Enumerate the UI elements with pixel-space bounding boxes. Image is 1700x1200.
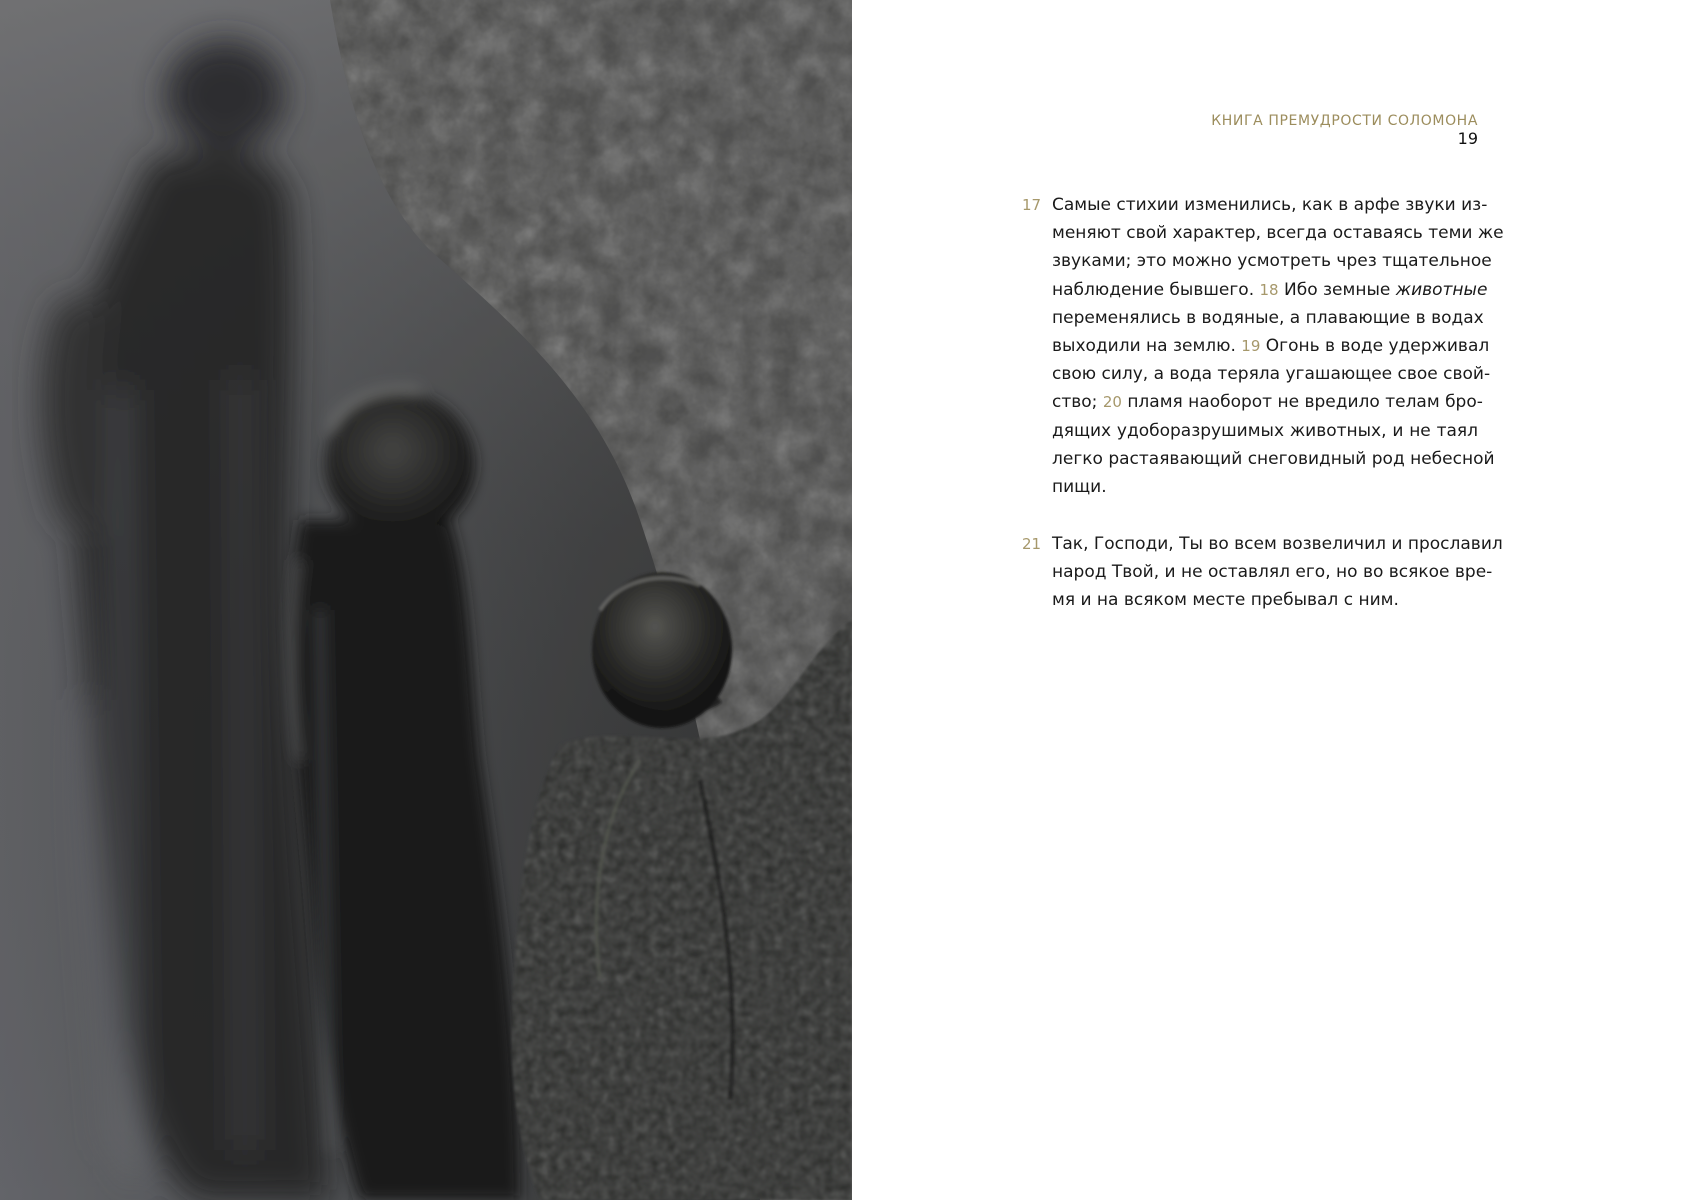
text-line: пищи.: [1052, 477, 1107, 498]
verse-number-19: 19: [1241, 337, 1261, 356]
italic-word: животные: [1395, 279, 1488, 300]
paragraph-2: [1022, 530, 1503, 615]
text-fragment: наблюдение бывшего.: [1052, 279, 1255, 300]
text-line-with-verse-18: [1052, 276, 1488, 304]
text-line: мя и на всяком месте пребывал с ним.: [1052, 590, 1399, 611]
text-line-with-verse-20: [1052, 388, 1483, 416]
verses-17-20: [1022, 191, 1504, 501]
book-title: КНИГА ПРЕМУДРОСТИ СОЛОМОНА: [1211, 113, 1478, 129]
text-line: переменялись в водяные, а плавающие в водах: [1052, 307, 1484, 328]
verse-number-18: 18: [1259, 280, 1279, 299]
verse-number-21: 21: [1022, 535, 1042, 553]
verse-number-20: 20: [1102, 393, 1122, 412]
text-fragment: ство;: [1052, 392, 1098, 413]
text-fragment: пламя наоборот не вредило телам бро-: [1127, 392, 1483, 413]
verse-21: [1022, 530, 1503, 615]
text-line: звуками; это можно усмотреть чрез тщательное: [1052, 251, 1492, 272]
text-line: легко растаявающий снеговидный род небесной: [1052, 448, 1495, 469]
page-number: 19: [1457, 129, 1478, 148]
paragraph-1: [1022, 191, 1504, 501]
text-fragment: Ибо земные: [1284, 279, 1391, 300]
text-line-with-verse-19: [1052, 332, 1490, 360]
running-head: [1211, 112, 1478, 148]
text-line: меняют свой характер, всегда оставаясь теми же: [1052, 223, 1504, 244]
text-line: свою силу, а вода теряла угашающее свое свой-: [1052, 364, 1491, 385]
text-fragment: Огонь в воде удерживал: [1265, 336, 1490, 357]
text-line: дящих удоборазрушимых животных, и не таял: [1052, 420, 1478, 441]
verse-number-17: 17: [1022, 196, 1042, 214]
text-page: [852, 0, 1700, 1200]
text-line: народ Твой, и не оставлял его, но во всякое вре-: [1052, 562, 1493, 583]
text-line: Так, Господи, Ты во всем возвеличил и прославил: [1052, 534, 1503, 554]
text-line: Самые стихии изменились, как в арфе звуки из-: [1052, 195, 1488, 215]
text-fragment: выходили на землю.: [1052, 336, 1236, 357]
